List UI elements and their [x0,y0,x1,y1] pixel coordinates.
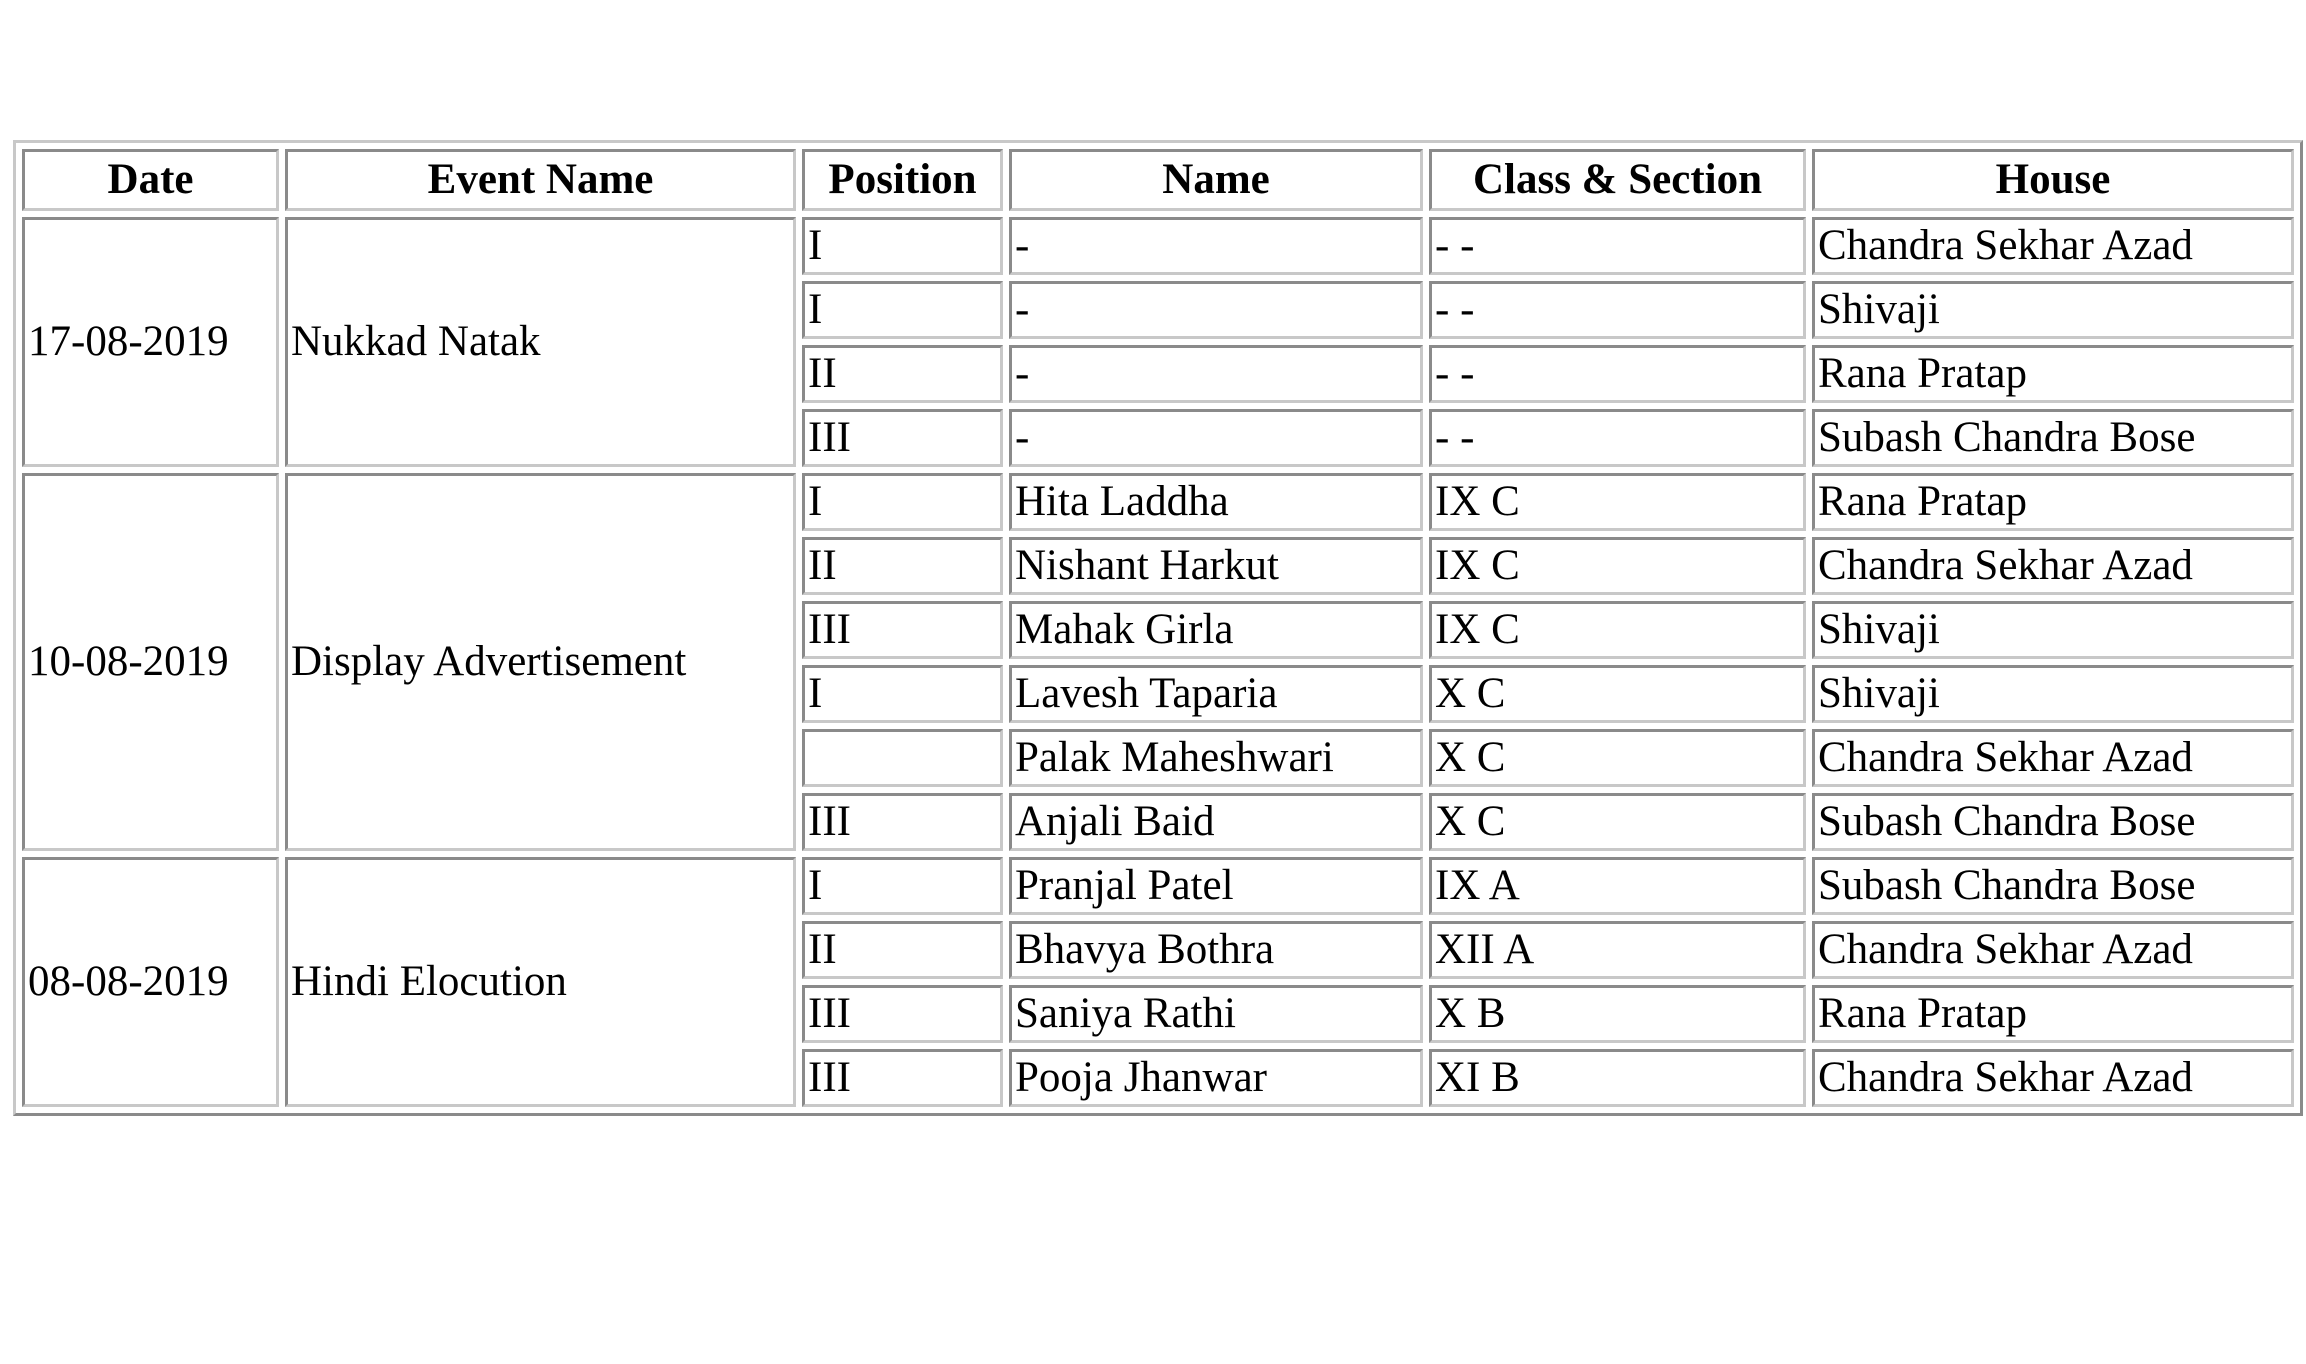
cell-class-section: XI B [1429,1049,1806,1107]
cell-event-name: Hindi Elocution [285,857,796,1107]
cell-class-section: - - [1429,281,1806,339]
cell-house: Chandra Sekhar Azad [1812,921,2294,979]
cell-class-section: XII A [1429,921,1806,979]
cell-position [802,729,1003,787]
cell-house: Chandra Sekhar Azad [1812,1049,2294,1107]
table-body [22,217,2294,1107]
cell-name: Saniya Rathi [1009,985,1423,1043]
cell-house: Subash Chandra Bose [1812,793,2294,851]
cell-position: II [802,921,1003,979]
header-date: Date [22,149,279,211]
cell-name: Bhavya Bothra [1009,921,1423,979]
cell-class-section: X C [1429,793,1806,851]
cell-position: I [802,665,1003,723]
cell-name: Pranjal Patel [1009,857,1423,915]
cell-name: Lavesh Taparia [1009,665,1423,723]
header-house: House [1812,149,2294,211]
header-position: Position [802,149,1003,211]
cell-name: - [1009,217,1423,275]
cell-date: 08-08-2019 [22,857,279,1107]
cell-class-section: IX C [1429,473,1806,531]
cell-house: Subash Chandra Bose [1812,857,2294,915]
table-row [22,473,2294,531]
cell-house: Chandra Sekhar Azad [1812,537,2294,595]
cell-class-section: X C [1429,729,1806,787]
header-class-section: Class & Section [1429,149,1806,211]
results-table [13,140,2303,1116]
table-row [22,217,2294,275]
cell-date: 10-08-2019 [22,473,279,851]
cell-name: - [1009,409,1423,467]
cell-name: - [1009,281,1423,339]
cell-house: Subash Chandra Bose [1812,409,2294,467]
cell-class-section: IX C [1429,601,1806,659]
cell-position: II [802,537,1003,595]
cell-name: - [1009,345,1423,403]
cell-position: III [802,793,1003,851]
cell-house: Shivaji [1812,665,2294,723]
cell-name: Nishant Harkut [1009,537,1423,595]
cell-event-name: Nukkad Natak [285,217,796,467]
cell-position: III [802,1049,1003,1107]
cell-position: II [802,345,1003,403]
cell-class-section: - - [1429,345,1806,403]
cell-house: Rana Pratap [1812,985,2294,1043]
cell-date: 17-08-2019 [22,217,279,467]
cell-class-section: - - [1429,409,1806,467]
cell-class-section: X B [1429,985,1806,1043]
header-event-name: Event Name [285,149,796,211]
cell-position: I [802,857,1003,915]
cell-name: Hita Laddha [1009,473,1423,531]
cell-house: Rana Pratap [1812,473,2294,531]
cell-class-section: IX A [1429,857,1806,915]
table-row [22,857,2294,915]
cell-position: III [802,601,1003,659]
cell-position: III [802,409,1003,467]
cell-class-section: - - [1429,217,1806,275]
cell-class-section: IX C [1429,537,1806,595]
cell-position: I [802,217,1003,275]
cell-name: Pooja Jhanwar [1009,1049,1423,1107]
cell-position: I [802,473,1003,531]
cell-name: Palak Maheshwari [1009,729,1423,787]
cell-class-section: X C [1429,665,1806,723]
cell-house: Rana Pratap [1812,345,2294,403]
cell-house: Shivaji [1812,601,2294,659]
cell-name: Anjali Baid [1009,793,1423,851]
cell-position: I [802,281,1003,339]
cell-event-name: Display Advertisement [285,473,796,851]
cell-position: III [802,985,1003,1043]
cell-house: Chandra Sekhar Azad [1812,729,2294,787]
cell-name: Mahak Girla [1009,601,1423,659]
cell-house: Chandra Sekhar Azad [1812,217,2294,275]
header-name: Name [1009,149,1423,211]
cell-house: Shivaji [1812,281,2294,339]
header-row [22,149,2294,211]
